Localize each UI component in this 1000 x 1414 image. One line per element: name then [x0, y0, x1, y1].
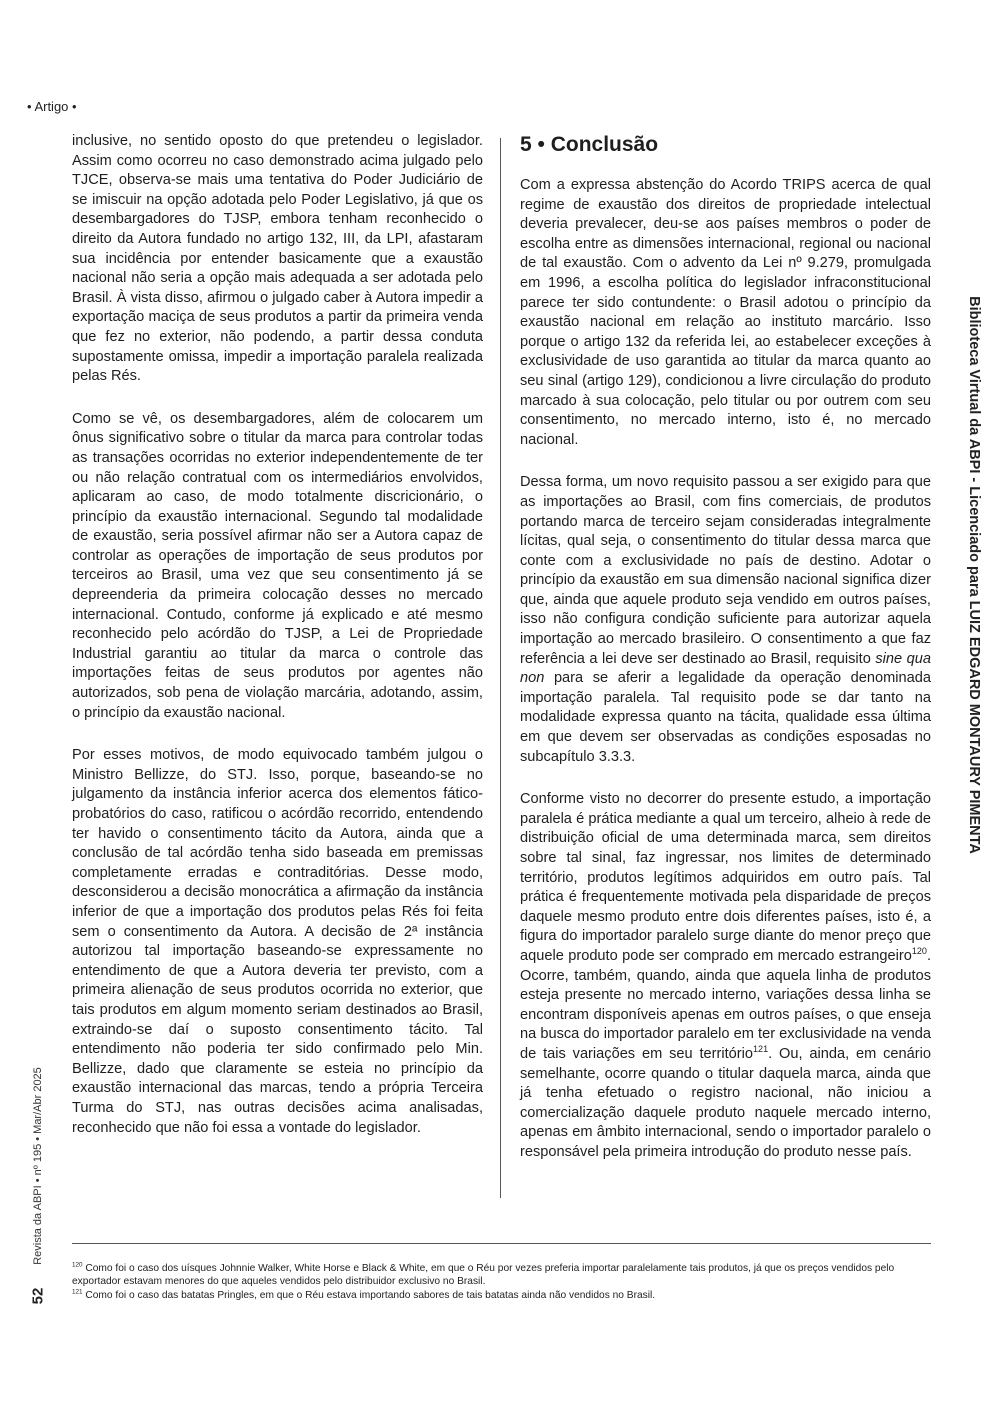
left-column: [72, 132, 483, 1161]
journal-info: Revista da ABPI • nº 195 • Mar/Abr 2025: [32, 1067, 44, 1265]
column-divider: [500, 138, 501, 1198]
footnote-divider: [72, 1243, 931, 1244]
right-paragraph-2: [520, 473, 931, 767]
left-paragraph-3: Por esses motivos, de modo equivocado também julgou o Ministro Bellizze, do STJ. Isso, porque, baseando-se no julgamento da instância inferior acerca dos elementos fático-probatórios do caso, ratificou o acórdão recorrido, entendendo ter havido o consentimento tácito da Autora, ainda que a conclusão de tal acórdão tenha sido baseada em premissas completamente erradas e contraditórias. Desse modo, desconsiderou a decisão monocrática a afirmação da instância inferior de que a importação dos produtos pelas Rés foi feita sem o consentimento da Autora. A decisão de 2ª instância autorizou tal importação baseando-se expressamente no entendimento de que a Autora deveria ter previsto, com a primeira alienação de seus produtos ocorrida no exterior, que tais produtos em algum momento seriam destinados ao Brasil, extraindo-se daí o suposto consentimento tácito. Tal entendimento não poderia ter sido confirmado pelo Min. Bellizze, dado que claramente se esteia no princípio da exaustão internacional das marcas, tendo a própria Terceira Turma do STJ, nas outras decisões acima analisadas, reconhecido que não foi essa a vontade do legislador.: [72, 747, 483, 1136]
footnote-ref-121[interactable]: 121: [753, 1044, 769, 1055]
left-paragraph-2: Como se vê, os desembargadores, além de colocarem um ônus significativo sobre o titular da marca para controlar todas as transações ocorridas no exterior independentemente de ter ou não relação contratual com os intermediários envolvidos, aplicaram ao caso, de modo totalmente discricionário, o princípio da exaustão internacional. Segundo tal modalidade de exaustão, seria possível afirmar não ser a Autora capaz de controlar as operações de importação de seus produtos por terceiros ao Brasil, uma vez que seu consentimento já se depreenderia da primeira colocação desses no mercado internacional. Contudo, conforme já explicado e até mesmo reconhecido pelo acórdão do TJSP, a Lei de Propriedade Industrial garantiu ao titular da marca o controle das importações feitas de seus produtos por agentes não autorizados, sob pena de violação marcária, adotando, assim, o princípio da exaustão nacional.: [72, 410, 483, 721]
right-paragraph-2-text-end: para se aferir a legalidade da operação denominada importação paralela. Tal requisito pode se dar tanto na modalidade expressa quanto na tácita, qualidade essa última em que devem ser observadas as condições esposadas no subcapítulo 3.3.3.: [520, 670, 931, 765]
page-number: 52: [29, 1287, 47, 1305]
section-heading: 5 • Conclusão: [520, 133, 659, 156]
right-paragraph-3-text-c: . Ou, ainda, em cenário semelhante, ocorre quando o titular daquela marca, ainda que já tenha efetuado o registro nacional, não iniciou a comercialização daquele produto naquele mercado interno, apenas em âmbito internacional, sendo o importador paralelo o responsável pela primeira introdução do produto nesse país.: [520, 1045, 931, 1160]
footnote-text: Como foi o caso das batatas Pringles, em que o Réu estava importando sabores de tais batatas ainda não vendidos no Brasil.: [82, 1289, 656, 1301]
section-label: • Artigo •: [27, 99, 77, 114]
footnote-text: Como foi o caso dos uísques Johnnie Walker, White Horse e Black & White, em que o Réu por vezes preferia importar paralelamente tais produtos, já que os preços vendidos pelo exportador estavam menores do que aqueles vendidos pelo distribuidor exclusivo no Brasil.: [72, 1263, 895, 1288]
right-paragraph-3: [520, 790, 931, 1162]
right-column: [520, 132, 931, 1186]
right-paragraph-3-text-b: . Ocorre, também, quando, ainda que aquela linha de produtos esteja presente no mercado interno, variações dessa linha se encontram disponíveis apenas em outros países, o que enseja na busca do importador paralelo em ter exclusividade na venda de tais variações em seu território: [520, 947, 931, 1062]
footnote-121: [72, 1289, 942, 1302]
library-license-label: Biblioteca Virtual da ABPI - Licenciado para LUIZ EDGARD MONTAURY PIMENTA: [966, 296, 982, 854]
right-paragraph-2-text: Dessa forma, um novo requisito passou a ser exigido para que as importações ao Brasil, com fins comerciais, de produtos portando marca de terceiro sejam consideradas integralmente lícitas, qual seja, o consentimento do titular dessa marca que conte com a exclusividade no país de destino. Adotar o princípio da exaustão em sua dimensão nacional significa dizer que, ainda que aquele produto seja vendido em outros países, isso não configura condição suficiente para autorizar aquela importação ao mercado brasileiro. O consentimento a que faz referência a lei deve ser destinado ao Brasil, requisito: [520, 474, 931, 667]
footnote-number: 121: [72, 1288, 83, 1296]
footnote-number: 120: [72, 1261, 83, 1269]
left-paragraph-1: inclusive, no sentido oposto do que pretendeu o legislador. Assim como ocorreu no caso demonstrado acima julgado pelo TJCE, observa-se mais uma tentativa do Poder Judiciário de se imiscuir na opção adotada pelo Poder Legislativo, já que os desembargadores do TJSP, embora tenham reconhecido o direito da Autora fundado no artigo 132, III, da LPI, afastaram sua incidência por entender basicamente que a exaustão nacional não seria a opção mais adequada a ser adotada pelo Brasil. À vista disso, afirmou o julgado caber à Autora impedir a exportação maciça de seus produtos a partir da primeira venda que fez no exterior, não podendo, a partir dessa conduta supostamente omissa, impedir a importação paralela realizada pelas Rés.: [72, 133, 483, 385]
latin-term: sine qua non: [520, 650, 931, 687]
footnotes: [72, 1262, 942, 1302]
footnote-120: [72, 1262, 942, 1289]
footnote-ref-120[interactable]: 120: [911, 946, 927, 957]
right-paragraph-3-text-a: Conforme visto no decorrer do presente estudo, a importação paralela é prática mediante a qual um terceiro, alheio à rede de distribuição oficial de uma determinada marca, sem direitos sobre tal sinal, faz ingressar, nos limites de determinado território, produtos legítimos adquiridos em outro país. Tal prática é frequentemente motivada pela disparidade de preços daquele mesmo produto entre dois diferentes países, isto é, a figura do importador paralelo surge diante do menor preço que aquele produto pode ser comprado em mercado estrangeiro: [520, 791, 931, 964]
right-paragraph-1: Com a expressa abstenção do Acordo TRIPS acerca de qual regime de exaustão dos direitos de propriedade intelectual deveria prevalecer, deu-se aos países membros o poder de escolha entre as dimensões internacional, regional ou nacional de tal exaustão. Com o advento da Lei nº 9.279, promulgada em 1996, a escolha política do legislador infraconstitucional parece ter sido contundente: o Brasil adotou o princípio da exaustão nacional em relação ao instituto marcário. Isso porque o artigo 132 da referida lei, ao estabelecer exceções à exclusividade de uso garantida ao titular da marca quanto ao seu sinal (artigo 129), condicionou a livre circulação do produto marcado à sua colocação, pelo titular ou por outrem com seu consentimento, no mercado interno, isto é, no mercado nacional.: [520, 177, 931, 448]
